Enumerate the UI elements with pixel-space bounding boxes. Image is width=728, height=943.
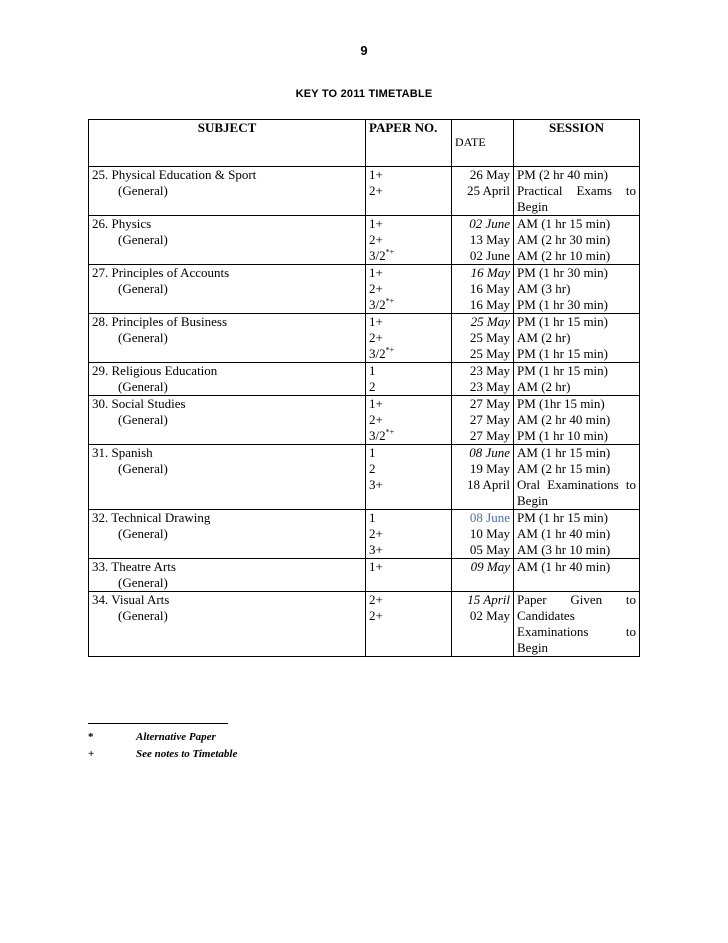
footnote-divider: [88, 723, 228, 724]
session-cell: [514, 559, 640, 592]
session-cell: [514, 445, 640, 510]
session-cell: [514, 592, 640, 657]
subject-name: 30. Social Studies: [92, 396, 186, 411]
subject-level: (General): [118, 526, 168, 541]
exam-date: 23 May: [469, 379, 510, 394]
subject-name: 27. Principles of Accounts: [92, 265, 230, 280]
paper-marks: *+: [385, 345, 395, 355]
subject-cell: [89, 396, 366, 445]
session-cell: [514, 396, 640, 445]
exam-date: 15 April: [467, 592, 510, 607]
session-cell: [514, 314, 640, 363]
session-time: AM (2 hr 40 min): [517, 412, 611, 427]
date-cell: [452, 265, 514, 314]
subject-level: (General): [118, 183, 168, 198]
session-time: PM (1 hr 30 min): [517, 265, 608, 280]
paper-number: 2+: [369, 412, 383, 427]
paper-cell: [366, 314, 452, 363]
subject-level: (General): [118, 412, 168, 427]
table-row: [89, 592, 640, 657]
paper-number: 2+: [369, 330, 383, 345]
session-time: AM (2 hr): [517, 330, 571, 345]
table-row: [89, 314, 640, 363]
exam-date: 25 May: [469, 330, 510, 345]
subject-level: (General): [118, 232, 168, 247]
subject-name: 32. Technical Drawing: [92, 510, 211, 525]
header-date: DATE: [452, 120, 514, 167]
table-row: [89, 265, 640, 314]
exam-date: 08 June: [469, 510, 510, 525]
session-cell: [514, 167, 640, 216]
session-time: AM (1 hr 15 min): [517, 216, 611, 231]
subject-name: 25. Physical Education & Sport: [92, 167, 257, 182]
paper-cell: [366, 216, 452, 265]
subject-cell: [89, 216, 366, 265]
paper-cell: [366, 445, 452, 510]
paper-number: 2+: [369, 183, 383, 198]
exam-date: 16 May: [469, 281, 510, 296]
session-time: AM (2 hr 10 min): [517, 248, 611, 263]
page-number: 9: [360, 43, 368, 58]
paper-cell: [366, 167, 452, 216]
subject-cell: [89, 363, 366, 396]
paper-number: 1+: [369, 167, 383, 182]
paper-number: 1+: [369, 314, 383, 329]
date-cell: [452, 314, 514, 363]
session-time: PM (1 hr 15 min): [517, 363, 608, 378]
footnote-text: Alternative Paper: [136, 731, 216, 743]
session-time: AM (3 hr 10 min): [517, 542, 611, 557]
session-time: Practical Exams to Begin: [517, 183, 636, 214]
paper-marks: *+: [385, 296, 395, 306]
session-time: PM (1 hr 15 min): [517, 510, 608, 525]
paper-marks: *+: [385, 247, 395, 257]
session-time: AM (1 hr 40 min): [517, 559, 611, 574]
footnote: [88, 731, 216, 743]
date-cell: [452, 510, 514, 559]
exam-date: 09 May: [470, 559, 510, 574]
subject-cell: [89, 167, 366, 216]
subject-level: (General): [118, 461, 168, 476]
session-time: PM (1 hr 15 min): [517, 346, 608, 361]
paper-number: 3/2*+: [369, 427, 395, 443]
date-cell: [452, 592, 514, 657]
exam-date: 10 May: [469, 526, 510, 541]
subject-name: 26. Physics: [92, 216, 152, 231]
session-cell: [514, 363, 640, 396]
session-time: PM (2 hr 40 min): [517, 167, 608, 182]
table-row: [89, 510, 640, 559]
session-time: PM (1 hr 30 min): [517, 297, 608, 312]
session-time: PM (1 hr 10 min): [517, 428, 608, 443]
paper-cell: [366, 363, 452, 396]
subject-name: 31. Spanish: [92, 445, 153, 460]
subject-cell: [89, 592, 366, 657]
paper-cell: [366, 592, 452, 657]
paper-number: 1: [369, 445, 376, 460]
paper-number: 1+: [369, 396, 383, 411]
paper-number: 3+: [369, 542, 383, 557]
paper-cell: [366, 265, 452, 314]
exam-date: 25 April: [467, 183, 510, 198]
exam-date: 02 May: [469, 608, 510, 623]
session-time: AM (2 hr 15 min): [517, 461, 611, 476]
date-cell: [452, 396, 514, 445]
session-cell: [514, 265, 640, 314]
subject-name: 33. Theatre Arts: [92, 559, 176, 574]
paper-number: 2+: [369, 232, 383, 247]
paper-number: 2: [369, 461, 376, 476]
timetable-body: [89, 167, 640, 657]
footnote-symbol: *: [88, 731, 94, 743]
exam-date: 05 May: [469, 542, 510, 557]
paper-number: 2+: [369, 526, 383, 541]
paper-number: 1+: [369, 216, 383, 231]
session-cell: [514, 216, 640, 265]
session-time: AM (2 hr 30 min): [517, 232, 611, 247]
exam-date: 19 May: [469, 461, 510, 476]
date-cell: [452, 167, 514, 216]
table-header-row: [89, 120, 640, 167]
table-row: [89, 167, 640, 216]
paper-number: 2+: [369, 592, 383, 607]
header-subject: SUBJECT: [89, 120, 366, 167]
footnote-symbol: +: [88, 748, 95, 760]
paper-number: 2+: [369, 608, 383, 623]
header-session: SESSION: [514, 120, 640, 167]
subject-level: (General): [118, 330, 168, 345]
footnote: [88, 748, 237, 760]
paper-number: 3/2*+: [369, 247, 395, 263]
session-time: AM (3 hr): [517, 281, 571, 296]
exam-date: 26 May: [469, 167, 510, 182]
exam-date: 08 June: [469, 445, 510, 460]
session-time: Oral Examinations to Begin: [517, 477, 636, 508]
session-time: AM (1 hr 15 min): [517, 445, 611, 460]
subject-cell: [89, 559, 366, 592]
session-time: PM (1hr 15 min): [517, 396, 605, 411]
paper-marks: *+: [385, 427, 395, 437]
session-cell: [514, 510, 640, 559]
header-paper: PAPER NO.: [366, 120, 452, 167]
exam-date: 13 May: [469, 232, 510, 247]
date-cell: [452, 363, 514, 396]
paper-cell: [366, 510, 452, 559]
date-cell: [452, 445, 514, 510]
table-row: [89, 445, 640, 510]
paper-number: 1: [369, 510, 376, 525]
exam-date: 18 April: [467, 477, 510, 492]
subject-name: 34. Visual Arts: [92, 592, 170, 607]
exam-date: 16 May: [469, 297, 510, 312]
subject-cell: [89, 314, 366, 363]
paper-number: 1+: [369, 265, 383, 280]
exam-date: 23 May: [469, 363, 510, 378]
timetable: [88, 119, 640, 657]
paper-cell: [366, 559, 452, 592]
session-time: AM (2 hr): [517, 379, 571, 394]
subject-level: (General): [118, 575, 168, 590]
exam-date: 02 June: [469, 216, 510, 231]
paper-cell: [366, 396, 452, 445]
subject-level: (General): [118, 608, 168, 623]
date-cell: [452, 559, 514, 592]
session-time: Paper Given to Candidates Examinations to Begin: [517, 592, 636, 655]
exam-date: 25 May: [469, 346, 510, 361]
exam-date: 27 May: [469, 428, 510, 443]
subject-level: (General): [118, 281, 168, 296]
session-time: PM (1 hr 15 min): [517, 314, 608, 329]
paper-number: 1: [369, 363, 376, 378]
subject-cell: [89, 510, 366, 559]
exam-date: 27 May: [469, 412, 510, 427]
page-title: KEY TO 2011 TIMETABLE: [295, 88, 433, 100]
exam-date: 25 May: [470, 314, 510, 329]
footnote-text: See notes to Timetable: [136, 748, 238, 760]
session-time: AM (1 hr 40 min): [517, 526, 611, 541]
table-row: [89, 216, 640, 265]
subject-name: 28. Principles of Business: [92, 314, 228, 329]
paper-number: 2: [369, 379, 376, 394]
paper-number: 3/2*+: [369, 296, 395, 312]
subject-level: (General): [118, 379, 168, 394]
paper-number: 3+: [369, 477, 383, 492]
subject-name: 29. Religious Education: [92, 363, 218, 378]
subject-cell: [89, 445, 366, 510]
date-cell: [452, 216, 514, 265]
paper-number: 1+: [369, 559, 383, 574]
paper-number: 2+: [369, 281, 383, 296]
table-row: [89, 363, 640, 396]
subject-cell: [89, 265, 366, 314]
table-row: [89, 559, 640, 592]
table-row: [89, 396, 640, 445]
paper-number: 3/2*+: [369, 345, 395, 361]
exam-date: 16 May: [470, 265, 510, 280]
exam-date: 27 May: [469, 396, 510, 411]
exam-date: 02 June: [469, 248, 510, 263]
